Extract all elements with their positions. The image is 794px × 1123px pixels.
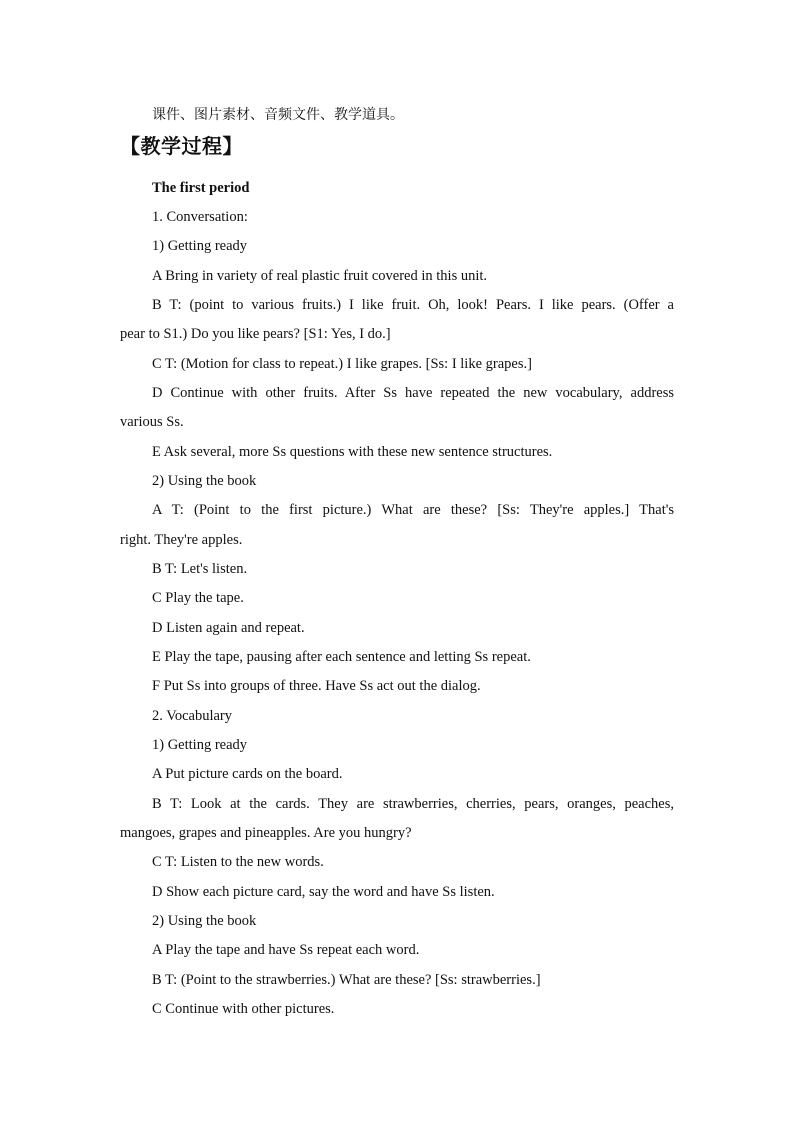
text-line: A Put picture cards on the board. — [152, 766, 343, 782]
materials-line: 课件、图片素材、音频文件、教学道具。 — [152, 107, 404, 123]
text-line: C T: (Motion for class to repeat.) I like grapes. [Ss: I like grapes.] — [152, 356, 532, 372]
text-line: D Continue with other fruits. After Ss have repeated the new vocabulary, address — [152, 385, 674, 401]
text-line: various Ss. — [120, 414, 184, 430]
text-line: 2) Using the book — [152, 473, 257, 489]
period-title: The first period — [152, 180, 250, 196]
text-line: D Show each picture card, say the word and have Ss listen. — [152, 884, 495, 900]
text-line: D Listen again and repeat. — [152, 620, 305, 636]
text-line: C Play the tape. — [152, 590, 244, 606]
text-line: 2) Using the book — [152, 913, 257, 929]
text-line: E Ask several, more Ss questions with these new sentence structures. — [152, 444, 553, 460]
text-line: B T: (Point to the strawberries.) What are these? [Ss: strawberries.] — [152, 972, 541, 988]
text-line: mangoes, grapes and pineapples. Are you hungry? — [120, 825, 412, 841]
text-line: A Play the tape and have Ss repeat each word. — [152, 942, 420, 958]
text-line: C Continue with other pictures. — [152, 1001, 335, 1017]
text-line: F Put Ss into groups of three. Have Ss act out the dialog. — [152, 678, 481, 694]
section-heading: 【教学过程】 — [120, 134, 243, 158]
text-line: 1) Getting ready — [152, 737, 248, 753]
text-line: 1. Conversation: — [152, 209, 248, 225]
text-line: right. They're apples. — [120, 532, 243, 548]
text-line: E Play the tape, pausing after each sentence and letting Ss repeat. — [152, 649, 531, 665]
text-line: A T: (Point to the first picture.) What are these? [Ss: They're apples.] That's — [152, 502, 674, 518]
text-line: A Bring in variety of real plastic fruit covered in this unit. — [152, 268, 488, 284]
text-line: pear to S1.) Do you like pears? [S1: Yes, I do.] — [120, 326, 391, 342]
text-line: B T: (point to various fruits.) I like fruit. Oh, look! Pears. I like pears. (Offer a — [152, 297, 674, 313]
text-line: 1) Getting ready — [152, 238, 248, 254]
text-line: B T: Look at the cards. They are strawberries, cherries, pears, oranges, peaches, — [152, 796, 674, 812]
text-line: C T: Listen to the new words. — [152, 854, 324, 870]
text-line: B T: Let's listen. — [152, 561, 248, 577]
text-line: 2. Vocabulary — [152, 708, 233, 724]
